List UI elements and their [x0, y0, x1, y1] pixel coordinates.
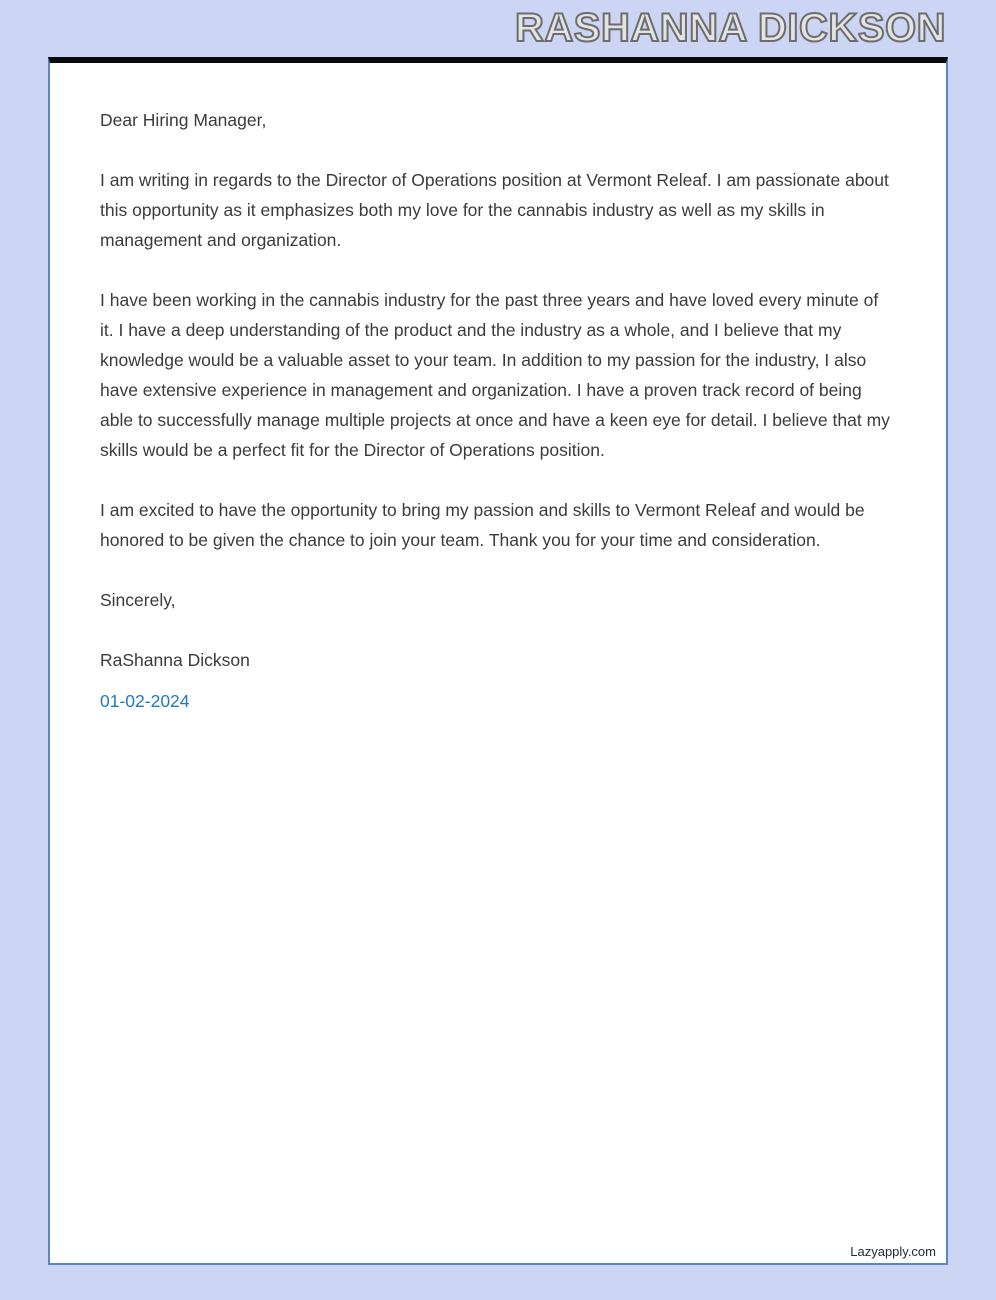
signature-name: RaShanna Dickson — [100, 650, 250, 670]
paragraph-experience: I have been working in the cannabis industry for the past three years and have loved every minute of it. I have a deep understanding of the product and the industry as a whole, and I believe that my knowledge would be a valuable asset to your team. In addition to my passion for the industry, I also have extensive experience in management and organization. I have a proven track record of being able to successfully manage multiple projects at once and have a keen eye for detail. I believe that my skills would be a perfect fit for the Director of Operations position. — [100, 290, 890, 460]
paragraph-intro: I am writing in regards to the Director of Operations position at Vermont Releaf. I am passionate about this opportunity as it emphasizes both my love for the cannabis industry as well as my skills in management and organization. — [100, 170, 889, 250]
closing: Sincerely, — [100, 590, 176, 610]
brand-footer: Lazyapply.com — [850, 1244, 936, 1259]
paragraph-gratitude: I am excited to have the opportunity to bring my passion and skills to Vermont Releaf and would be honored to be given the chance to join your team. Thank you for your time and consideration. — [100, 500, 865, 550]
letter-date[interactable]: 01-02-2024 — [100, 691, 190, 711]
salutation: Dear Hiring Manager, — [100, 110, 267, 130]
document-header — [48, 0, 948, 57]
cover-letter-document — [48, 57, 948, 1265]
applicant-name-heading: RASHANNA DICKSON — [515, 6, 946, 50]
